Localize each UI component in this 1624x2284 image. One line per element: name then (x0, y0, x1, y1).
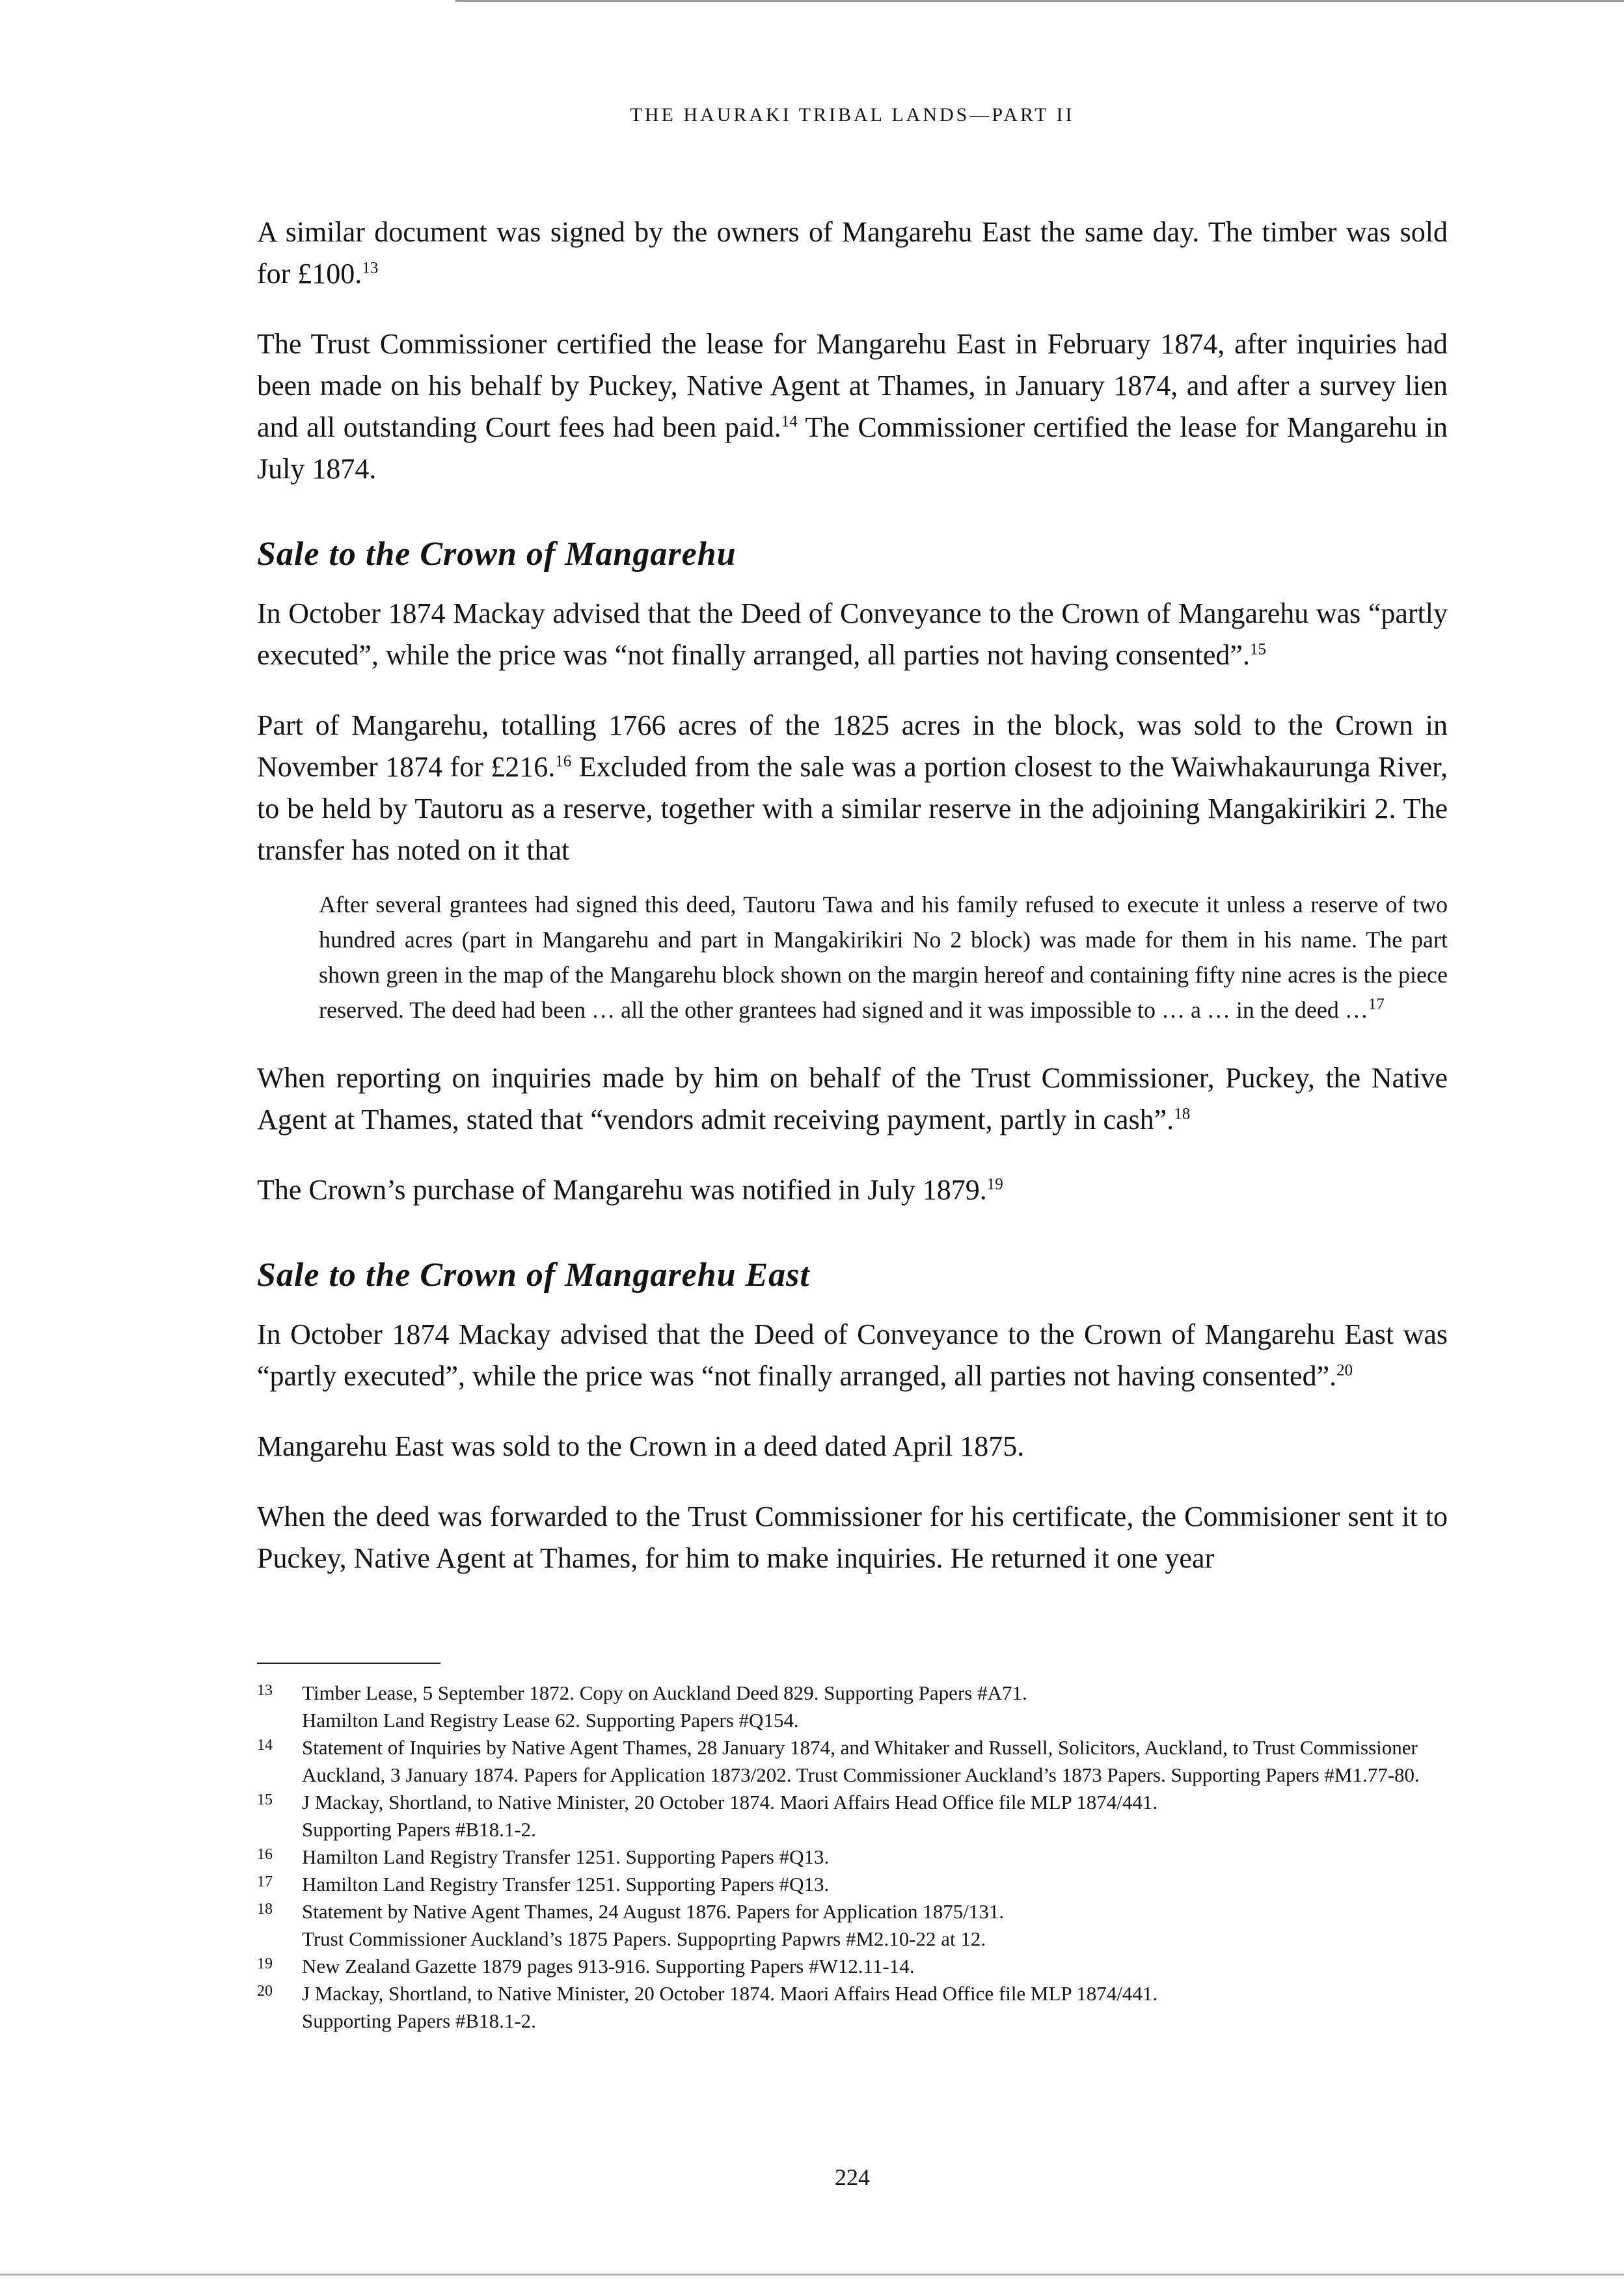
quote-text: After several grantees had signed this deed, Tautoru Tawa and his family refused to execute it unless a reserve of two hundred acres (part in Mangarehu and part in Mangakirikiri No 2 block) was made for them in his name. The part shown green in the map of the Mangarehu block shown on the margin hereof and containing fifty nine acres is the piece reserved. The deed had been … all the other grantees had signed and it was impossible to … a … in the deed … (319, 891, 1448, 1023)
scan-edge-bottom (0, 2274, 1624, 2276)
page-number: 224 (835, 2164, 870, 2190)
footnote (257, 1898, 1448, 1953)
footnote-text (302, 1734, 1448, 1789)
paragraph-text: Mangarehu East was sold to the Crown in a deed dated April 1875. (257, 1430, 1025, 1462)
paragraph-text: In October 1874 Mackay advised that the Deed of Conveyance to the Crown of Mangarehu East was “partly executed”, while the price was “not finally arranged, all parties not having consented”. (257, 1318, 1448, 1392)
running-head: THE HAURAKI TRIBAL LANDS—PART II (630, 104, 1075, 126)
footnote-line: J Mackay, Shortland, to Native Minister, 20 October 1874. Maori Affairs Head Office file MLP 1874/441. (302, 1791, 1158, 1814)
paragraph-text: When reporting on inquiries made by him on behalf of the Trust Commissioner, Puckey, the Native Agent at Thames, stated that “vendors admit receiving payment, partly in cash”. (257, 1062, 1448, 1135)
paragraph (257, 323, 1448, 490)
footnote-line: Statement of Inquiries by Native Agent Thames, 28 January 1874, and Whitaker and Russell, Solicitors, Auckland, to Trust Commissioner Auckland, 3 January 1874. Papers for Application 1873/202. Trust Commissioner Auckland’s 1873 Papers. Supporting Papers #M1.77-80. (302, 1736, 1420, 1786)
paragraph (257, 593, 1448, 676)
footnote-ref[interactable]: 13 (362, 259, 379, 277)
scan-edge-top (455, 0, 1624, 2)
footnote (257, 1679, 1448, 1734)
footnote-line: Hamilton Land Registry Lease 62. Supporting Papers #Q154. (302, 1709, 799, 1732)
footnote-line: Hamilton Land Registry Transfer 1251. Supporting Papers #Q13. (302, 1845, 830, 1868)
footnote-list (257, 1679, 1448, 2035)
footnote-line: Supporting Papers #B18.1-2. (302, 2009, 536, 2032)
footnote-number: 16 (257, 1846, 273, 1863)
paragraph-text-continued: The Commissioner certified the lease for Mangarehu in July 1874. (257, 411, 1448, 485)
paragraph (257, 1426, 1448, 1467)
footnote-number: 20 (257, 1983, 273, 2000)
footnote-ref[interactable]: 17 (1368, 996, 1385, 1013)
paragraph (257, 211, 1448, 295)
footnote-ref[interactable]: 14 (781, 413, 798, 431)
footnote-ref[interactable]: 19 (986, 1175, 1003, 1193)
footnote-rule (257, 1663, 440, 1664)
footnote (257, 1953, 1448, 1980)
footnote-line: Hamilton Land Registry Transfer 1251. Supporting Papers #Q13. (302, 1873, 830, 1896)
footnote-text (302, 1843, 1448, 1871)
paragraph-text-continued: Excluded from the sale was a portion closest to the Waiwhakaurunga River, to be held by Tautoru as a reserve, together with a similar reserve in the adjoining Mangakirikiri 2. The transfer has noted on it that (257, 751, 1448, 866)
footnote-line: Supporting Papers #B18.1-2. (302, 1818, 536, 1841)
footnote (257, 1789, 1448, 1843)
footnote-ref[interactable]: 15 (1249, 640, 1266, 659)
paragraph-text: Part of Mangarehu, totalling 1766 acres of the 1825 acres in the block, was sold to the Crown in November 1874 for £216. (257, 709, 1448, 783)
paragraph-text: The Crown’s purchase of Mangarehu was notified in July 1879. (257, 1174, 987, 1206)
footnote-line: New Zealand Gazette 1879 pages 913-916. Supporting Papers #W12.11-14. (302, 1955, 915, 1978)
footnote-text (302, 1679, 1448, 1734)
block-quote (319, 887, 1448, 1027)
footnote-text (302, 1953, 1448, 1980)
footnote-text (302, 1898, 1448, 1953)
footnote-text (302, 1789, 1448, 1843)
footnote-line: J Mackay, Shortland, to Native Minister, 20 October 1874. Maori Affairs Head Office file MLP 1874/441. (302, 1982, 1158, 2005)
footnote-ref[interactable]: 18 (1174, 1105, 1191, 1123)
footnote-number: 14 (257, 1737, 273, 1754)
footnote-ref[interactable]: 16 (555, 752, 572, 770)
footnote-number: 19 (257, 1955, 273, 1972)
section-heading: Sale to the Crown of Mangarehu East (257, 1257, 810, 1294)
body-text (257, 211, 1448, 1608)
footnote-ref[interactable]: 20 (1336, 1361, 1353, 1380)
footnote-number: 17 (257, 1873, 273, 1890)
footnote (257, 1980, 1448, 2035)
footnotes (257, 1663, 1448, 2035)
paragraph (257, 1057, 1448, 1141)
paragraph (257, 1496, 1448, 1579)
paragraph (257, 1169, 1448, 1211)
footnote-line: Trust Commissioner Auckland’s 1875 Papers. Suppoprting Papwrs #M2.10-22 at 12. (302, 1927, 986, 1950)
footnote-text (302, 1980, 1448, 2035)
footnote (257, 1871, 1448, 1898)
paragraph (257, 705, 1448, 871)
section-heading: Sale to the Crown of Mangarehu (257, 536, 737, 573)
paragraph-text: When the deed was forwarded to the Trust Commissioner for his certificate, the Commisioner sent it to Puckey, Native Agent at Thames, for him to make inquiries. He returned it one year (257, 1501, 1448, 1574)
footnote-number: 15 (257, 1791, 273, 1808)
paragraph (257, 1314, 1448, 1397)
footnote (257, 1734, 1448, 1789)
footnote-line: Timber Lease, 5 September 1872. Copy on Auckland Deed 829. Supporting Papers #A71. (302, 1681, 1027, 1704)
paragraph-text: In October 1874 Mackay advised that the Deed of Conveyance to the Crown of Mangarehu was “partly executed”, while the price was “not finally arranged, all parties not having consented”. (257, 597, 1448, 671)
footnote (257, 1843, 1448, 1871)
paragraph-text: A similar document was signed by the owners of Mangarehu East the same day. The timber was sold for £100. (257, 216, 1448, 290)
footnote-line: Statement by Native Agent Thames, 24 August 1876. Papers for Application 1875/131. (302, 1900, 1005, 1923)
paragraph-text: The Trust Commissioner certified the lease for Mangarehu East in February 1874, after inquiries had been made on his behalf by Puckey, Native Agent at Thames, in January 1874, and after a survey lien and all outstanding Court fees had been paid. (257, 328, 1448, 443)
footnote-number: 18 (257, 1901, 273, 1918)
footnote-number: 13 (257, 1682, 273, 1699)
footnote-text (302, 1871, 1448, 1898)
